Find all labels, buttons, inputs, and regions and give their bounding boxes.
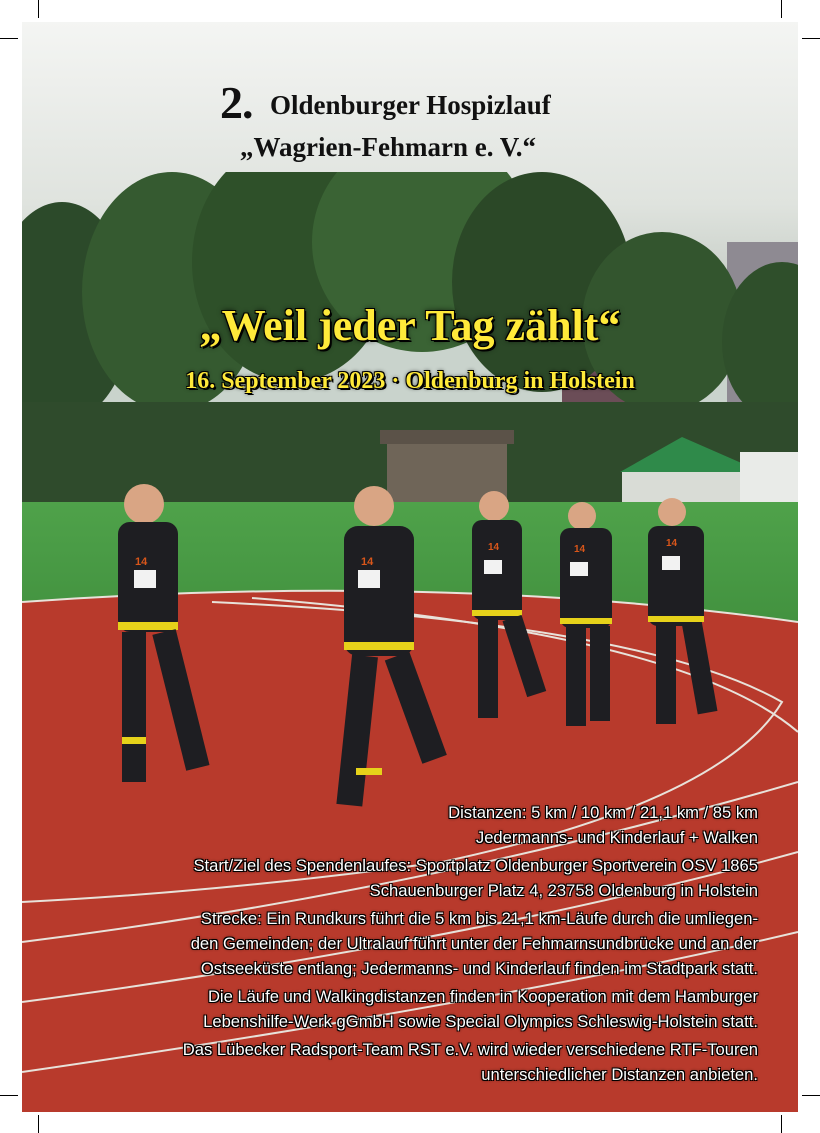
- firefighter-runners: [22, 442, 798, 842]
- crop-mark: [0, 1095, 18, 1096]
- crop-mark: [781, 1115, 782, 1133]
- distances-line: Distanzen: 5 km / 10 km / 21,1 km / 85 km: [448, 803, 758, 822]
- event-date-location: 16. September 2023 · Oldenburg in Holstein: [185, 368, 635, 394]
- cooperation-paragraph: [38, 984, 758, 1034]
- crop-mark: [38, 0, 39, 18]
- route-paragraph: [38, 906, 758, 981]
- start-finish-paragraph: [38, 853, 758, 903]
- crop-mark: [802, 1095, 820, 1096]
- crop-mark: [38, 1115, 39, 1133]
- route-line: Strecke: Ein Rundkurs führt die 5 km bis 21,1 km-Läufe durch die umliegen-: [200, 909, 758, 928]
- address-line: Schauenburger Platz 4, 23758 Oldenburg in Holstein: [369, 881, 758, 900]
- event-title: Oldenburger Hospizlauf: [270, 90, 551, 120]
- crop-mark: [0, 38, 18, 39]
- bib-number: 14: [488, 542, 500, 553]
- cooperation-line: Lebenshilfe-Werk gGmbH sowie Special Olympics Schleswig-Holstein statt.: [203, 1012, 758, 1031]
- route-line: den Gemeinden; der Ultralauf führt unter der Fehmarnsundbrücke und an der: [190, 934, 758, 953]
- rtf-line: Das Lübecker Radsport-Team RST e.V. wird wieder verschiedene RTF-Touren: [182, 1040, 758, 1059]
- rtf-line: unterschiedlicher Distanzen anbieten.: [481, 1065, 758, 1084]
- organizer-name: „Wagrien-Fehmarn e. V.“: [240, 132, 536, 162]
- bib-number: 14: [135, 556, 148, 568]
- event-info: [38, 800, 758, 1090]
- slogan: „Weil jeder Tag zählt“: [199, 301, 621, 350]
- crop-mark: [781, 0, 782, 18]
- start-finish-line: Start/Ziel des Spendenlaufes: Sportplatz Oldenburger Sportverein OSV 1865: [193, 856, 758, 875]
- bib-number: 14: [666, 538, 678, 549]
- edition-number: 2.: [220, 77, 253, 128]
- cooperation-line: Die Läufe und Walkingdistanzen finden in Kooperation mit dem Hamburger: [207, 987, 758, 1006]
- crop-mark: [802, 38, 820, 39]
- bib-number: 14: [361, 556, 374, 568]
- bib-number: 14: [574, 544, 586, 555]
- rtf-paragraph: [38, 1037, 758, 1087]
- extra-runs-line: Jedermanns- und Kinderlauf + Walken: [475, 828, 758, 847]
- route-line: Ostseeküste entlang; Jedermanns- und Kinderlauf finden im Stadtpark statt.: [200, 959, 758, 978]
- distances-paragraph: [38, 800, 758, 850]
